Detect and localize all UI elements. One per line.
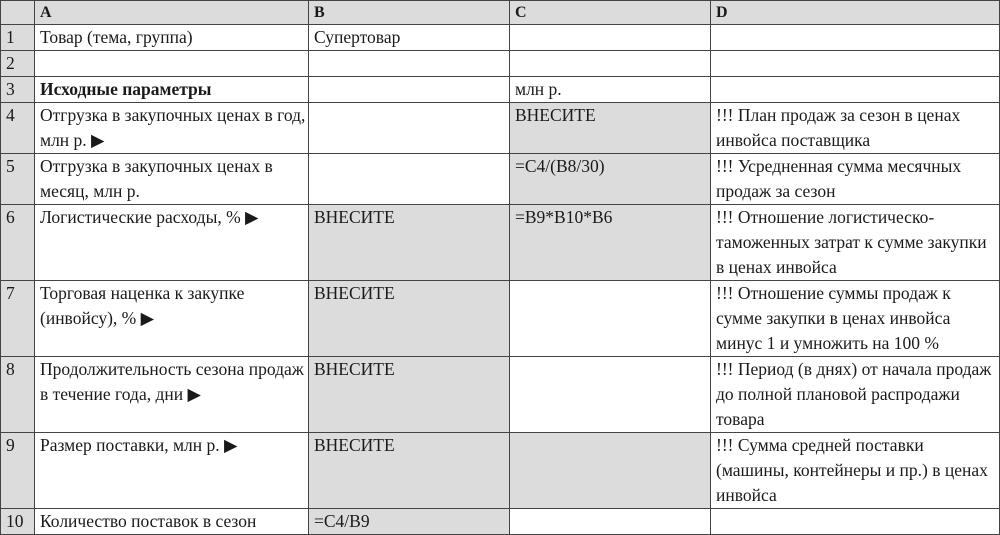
table-row [1, 25, 1000, 51]
cell-c3[interactable]: млн р. [510, 77, 711, 103]
cell-b7[interactable]: ВНЕСИТЕ [309, 281, 510, 357]
corner-cell[interactable] [1, 1, 35, 25]
cell-b3[interactable] [309, 77, 510, 103]
cell-d5[interactable]: !!! Усредненная сумма месячных продаж за сезон [711, 154, 1000, 205]
cell-a9[interactable]: Размер поставки, млн р. ▶ [35, 433, 309, 509]
cell-d1[interactable] [711, 25, 1000, 51]
cell-a8[interactable]: Продолжительность сезона продаж в течение года, дни ▶ [35, 357, 309, 433]
cell-c8[interactable] [510, 357, 711, 433]
cell-d9[interactable]: !!! Сумма средней поставки (машины, контейнеры и пр.) в ценах инвойса [711, 433, 1000, 509]
cell-b9[interactable]: ВНЕСИТЕ [309, 433, 510, 509]
cell-b4[interactable] [309, 103, 510, 154]
row-number[interactable]: 3 [1, 77, 35, 103]
cell-a2[interactable] [35, 51, 309, 77]
table-row [1, 51, 1000, 77]
cell-a10[interactable]: Количество поставок в сезон [35, 509, 309, 535]
cell-a1[interactable]: Товар (тема, группа) [35, 25, 309, 51]
table-row [1, 509, 1000, 535]
row-number[interactable]: 9 [1, 433, 35, 509]
cell-d3[interactable] [711, 77, 1000, 103]
column-header-row [1, 1, 1000, 25]
cell-c10[interactable] [510, 509, 711, 535]
row-number[interactable]: 6 [1, 205, 35, 281]
cell-a5[interactable]: Отгрузка в закупочных ценах в месяц, млн р. [35, 154, 309, 205]
row-number[interactable]: 8 [1, 357, 35, 433]
cell-b8[interactable]: ВНЕСИТЕ [309, 357, 510, 433]
cell-a7[interactable]: Торговая наценка к закупке (инвойсу), % ▶ [35, 281, 309, 357]
table-row [1, 433, 1000, 509]
row-number[interactable]: 7 [1, 281, 35, 357]
cell-c4[interactable]: ВНЕСИТЕ [510, 103, 711, 154]
cell-c2[interactable] [510, 51, 711, 77]
cell-b1[interactable]: Супертовар [309, 25, 510, 51]
cell-c7[interactable] [510, 281, 711, 357]
column-header-c[interactable]: C [510, 1, 711, 25]
row-number[interactable]: 10 [1, 509, 35, 535]
table-row [1, 357, 1000, 433]
row-number[interactable]: 4 [1, 103, 35, 154]
table-row [1, 205, 1000, 281]
cell-c9[interactable] [510, 433, 711, 509]
cell-d2[interactable] [711, 51, 1000, 77]
cell-d10[interactable] [711, 509, 1000, 535]
row-number[interactable]: 5 [1, 154, 35, 205]
cell-d6[interactable]: !!! Отношение логистическотаможенных затрат к сумме закупки в ценах инвойса [711, 205, 1000, 281]
column-header-a[interactable]: A [35, 1, 309, 25]
row-number[interactable]: 2 [1, 51, 35, 77]
cell-c1[interactable] [510, 25, 711, 51]
table-row [1, 77, 1000, 103]
cell-a4[interactable]: Отгрузка в закупочных ценах в год, млн р. ▶ [35, 103, 309, 154]
cell-c6[interactable]: =B9*B10*B6 [510, 205, 711, 281]
cell-b6[interactable]: ВНЕСИТЕ [309, 205, 510, 281]
cell-b10[interactable]: =C4/B9 [309, 509, 510, 535]
column-header-b[interactable]: B [309, 1, 510, 25]
table-row [1, 281, 1000, 357]
cell-d4[interactable]: !!! План продаж за сезон в ценах инвойса поставщика [711, 103, 1000, 154]
row-number[interactable]: 1 [1, 25, 35, 51]
cell-a3[interactable]: Исходные параметры [35, 77, 309, 103]
cell-a6[interactable]: Логистические расходы, % ▶ [35, 205, 309, 281]
table-row [1, 103, 1000, 154]
cell-b2[interactable] [309, 51, 510, 77]
cell-d8[interactable]: !!! Период (в днях) от начала продаж до полной плановой распродажи товара [711, 357, 1000, 433]
cell-c5[interactable]: =C4/(B8/30) [510, 154, 711, 205]
cell-b5[interactable] [309, 154, 510, 205]
cell-d7[interactable]: !!! Отношение суммы продаж к сумме закупки в ценах инвойса минус 1 и умножить на 100 % [711, 281, 1000, 357]
column-header-d[interactable]: D [711, 1, 1000, 25]
table-row [1, 154, 1000, 205]
